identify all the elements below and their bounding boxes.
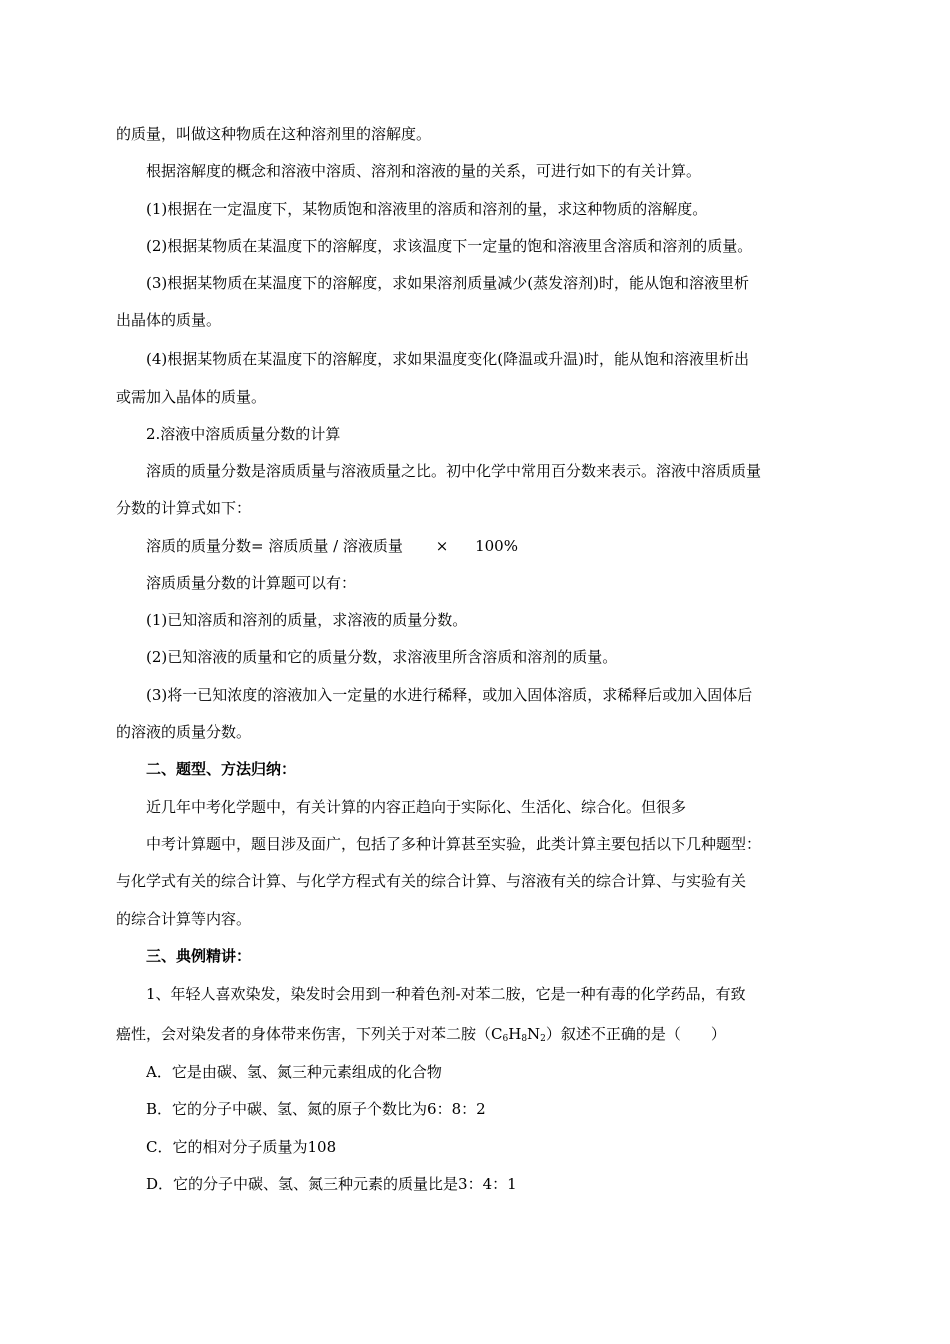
section-subheading: 2.溶液中溶质质量分数的计算	[146, 425, 341, 443]
element-symbol: H	[508, 1025, 522, 1043]
multiply-sign: ×	[435, 537, 449, 555]
subscript: 2	[540, 1034, 546, 1044]
section-heading: 二、题型、方法归纳：	[146, 760, 297, 778]
paragraph-line: 溶质质量分数的计算题可以有：	[146, 574, 357, 592]
element-symbol: N	[527, 1025, 541, 1043]
answer-option-a: A．它是由碳、氢、氮三种元素组成的化合物	[146, 1063, 442, 1081]
question-text-formula	[116, 1024, 840, 1049]
paragraph-line: 近几年中考化学题中，有关计算的内容正趋向于实际化、生活化、综合化。但很多	[146, 798, 687, 816]
question-text-part: ）叙述不正确的是（ ）	[545, 1025, 726, 1043]
paragraph-line: (2)根据某物质在某温度下的溶解度，求该温度下一定量的饱和溶液里含溶质和溶剂的质量。	[146, 237, 753, 255]
question-text: 1、年轻人喜欢染发，染发时会用到一种着色剂-对苯二胺，它是一种有毒的化学药品，有致	[146, 985, 746, 1003]
paragraph-line: 的质量，叫做这种物质在这种溶剂里的溶解度。	[116, 125, 432, 143]
paragraph-line: (3)将一已知浓度的溶液加入一定量的水进行稀释，或加入固体溶质，求稀释后或加入固体后	[146, 686, 753, 704]
paragraph-line: (4)根据某物质在某温度下的溶解度，求如果温度变化(降温或升温)时，能从饱和溶液里析出	[146, 350, 749, 368]
subscript: 6	[502, 1034, 509, 1044]
formula-percent: 100%	[475, 537, 518, 555]
paragraph-line: 根据溶解度的概念和溶液中溶质、溶剂和溶液的量的关系，可进行如下的有关计算。	[146, 162, 702, 180]
answer-option-b: B．它的分子中碳、氢、氮的原子个数比为6：8：2	[146, 1100, 486, 1118]
section-heading: 三、典例精讲：	[146, 947, 252, 965]
formula-line	[146, 536, 840, 556]
question-text-part: 癌性，会对染发者的身体带来伤害，下列关于对苯二胺（C	[116, 1025, 503, 1043]
subscript: 8	[521, 1034, 528, 1044]
formula-expression: 溶质的质量分数= 溶质质量 / 溶液质量	[146, 537, 403, 555]
paragraph-line: 的综合计算等内容。	[116, 910, 252, 928]
paragraph-line: (1)根据在一定温度下，某物质饱和溶液里的溶质和溶剂的量，求这种物质的溶解度。	[146, 200, 708, 218]
paragraph-line: (3)根据某物质在某温度下的溶解度，求如果溶剂质量减少(蒸发溶剂)时，能从饱和溶液里析	[146, 274, 749, 292]
paragraph-line: 出晶体的质量。	[116, 311, 222, 329]
paragraph-line: (2)已知溶液的质量和它的质量分数，求溶液里所含溶质和溶剂的质量。	[146, 648, 618, 666]
answer-option-c: C．它的相对分子质量为108	[146, 1138, 337, 1156]
paragraph-line: 中考计算题中，题目涉及面广，包括了多种计算甚至实验，此类计算主要包括以下几种题型：	[146, 835, 762, 853]
paragraph-line: 溶质的质量分数是溶质质量与溶液质量之比。初中化学中常用百分数来表示。溶液中溶质质量	[146, 462, 762, 480]
paragraph-line: 的溶液的质量分数。	[116, 723, 252, 741]
paragraph-line: 分数的计算式如下：	[116, 499, 252, 517]
paragraph-line: 与化学式有关的综合计算、与化学方程式有关的综合计算、与溶液有关的综合计算、与实验有关	[116, 872, 747, 890]
answer-option-d: D．它的分子中碳、氢、氮三种元素的质量比是3：4：1	[146, 1175, 517, 1193]
paragraph-line: (1)已知溶质和溶剂的质量，求溶液的质量分数。	[146, 611, 468, 629]
paragraph-line: 或需加入晶体的质量。	[116, 388, 267, 406]
